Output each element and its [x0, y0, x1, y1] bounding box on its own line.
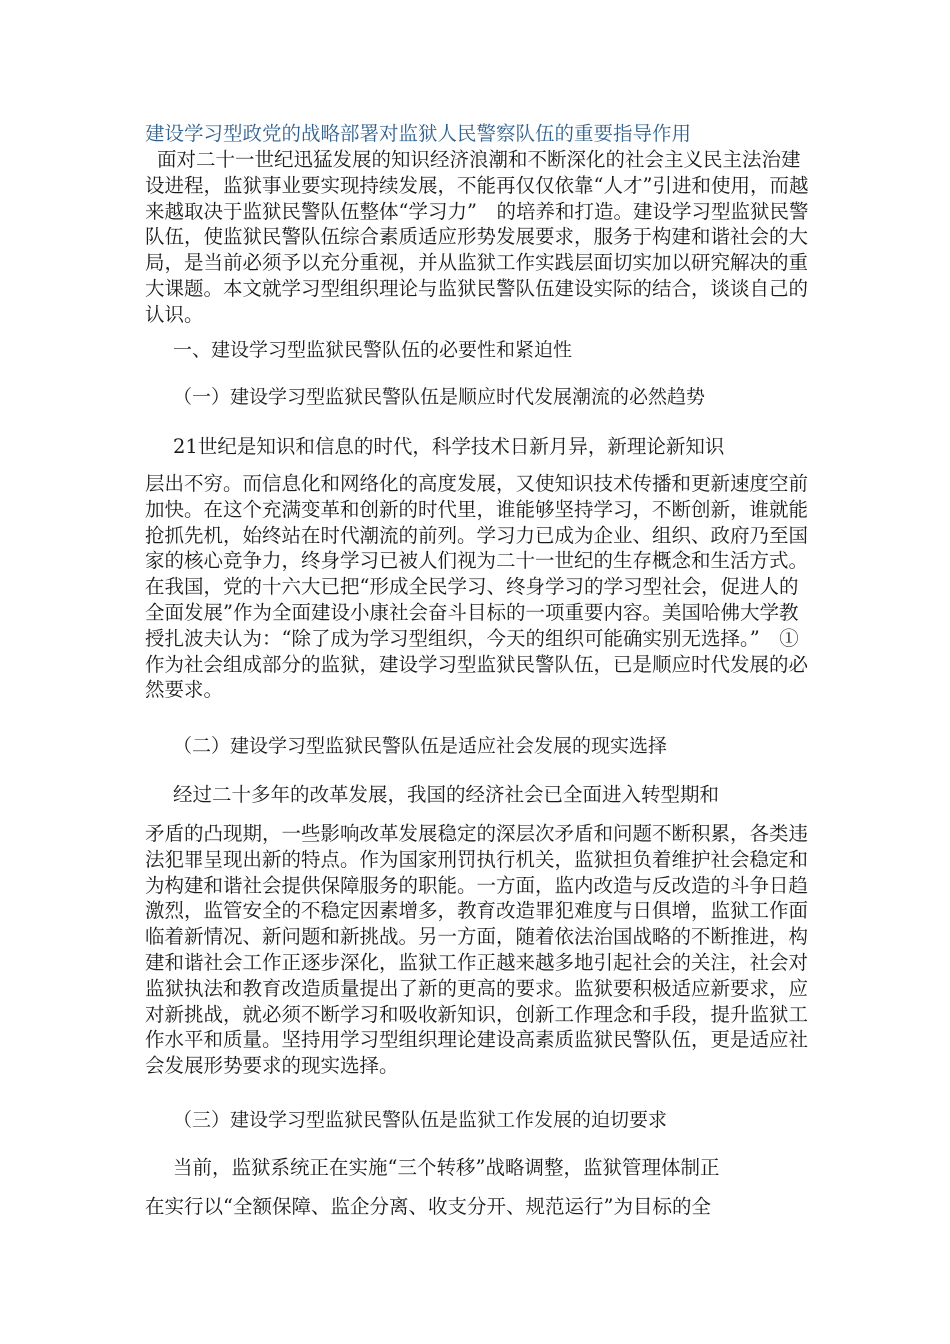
subsection-heading-1-text: （一）建设学习型监狱民警队伍是顺应时代发展潮流的必然趋势 [173, 386, 706, 408]
subsection-2-first-line-text: 经过二十多年的改革发展，我国的经济社会已全面进入转型期和 [173, 783, 720, 806]
subsection-2-first-line [145, 782, 809, 808]
subsection-3-first-line-text: 当前，监狱系统正在实施“三个转移”战略调整，监狱管理体制正 [173, 1156, 720, 1179]
subsection-2-paragraph [145, 821, 809, 1079]
subsection-heading-1 [145, 384, 809, 410]
subsection-1-paragraph [145, 471, 809, 703]
subsection-heading-2-text: （二）建设学习型监狱民警队伍是适应社会发展的现实选择 [173, 735, 668, 757]
intro-paragraph [145, 147, 809, 328]
subsection-1-paragraph-text: 层出不穷。而信息化和网络化的高度发展，又使知识技术传播和更新速度空前加快。在这个充满变革和创新的时代里，谁能够坚持学习，不断创新，谁就能抢抓先机，始终站在时代潮流的前列。学习力已成为企业、组织、政府乃至国家的核心竞争力，终身学习已被人们视为二十一世纪的生存概念和生活方式。在我国，党的十六大已把“形成全民学习、终身学习的学习型社会，促进人的全面发展”作为全面建设小康社会奋斗目标的一项重要内容。美国哈佛大学教授扎波夫认为：“除了成为学习型组织，今天的组织可能确实别无选择。” ①作为社会组成部分的监狱，建设学习型监狱民警队伍，已是顺应时代发展的必然要求。 [145, 472, 809, 702]
section-heading-1-text: 一、建设学习型监狱民警队伍的必要性和紧迫性 [173, 339, 573, 361]
document-title: 建设学习型政党的战略部署对监狱人民警察队伍的重要指导作用 [145, 122, 692, 145]
subsection-heading-3 [145, 1107, 809, 1133]
section-heading-1 [145, 337, 809, 363]
subsection-1-first-line-text: 21世纪是知识和信息的时代，科学技术日新月异，新理论新知识 [173, 435, 725, 458]
subsection-3-paragraph [145, 1194, 809, 1220]
subsection-3-paragraph-text: 在实行以“全额保障、监企分离、收支分开、规范运行”为目标的全 [145, 1195, 711, 1218]
intro-text: 面对二十一世纪迅猛发展的知识经济浪潮和不断深化的社会主义民主法治建设进程，监狱事业要实现持续发展，不能再仅仅依靠“人才”引进和使用，而越来越取决于监狱民警队伍整体“学习力” 的培养和打造。建设学习型监狱民警队伍，使监狱民警队伍综合素质适应形势发展要求，服务于构建和谐社会的大局，是当前必须予以充分重视，并从监狱工作实践层面切实加以研究解决的重大课题。本文就学习型组织理论与监狱民警队伍建设实际的结合，谈谈自己的认识。 [145, 148, 809, 326]
subsection-1-first-line [145, 434, 809, 460]
subsection-heading-2 [145, 733, 809, 759]
subsection-2-paragraph-text: 矛盾的凸现期，一些影响改革发展稳定的深层次矛盾和问题不断积累，各类违法犯罪呈现出新的特点。作为国家刑罚执行机关，监狱担负着维护社会稳定和为构建和谐社会提供保障服务的职能。一方面，监内改造与反改造的斗争日趋激烈，监管安全的不稳定因素增多，教育改造罪犯难度与日俱增，监狱工作面临着新情况、新问题和新挑战。另一方面，随着依法治国战略的不断推进，构建和谐社会工作正逐步深化，监狱工作正越来越多地引起社会的关注，社会对监狱执法和教育改造质量提出了新的更高的要求。监狱要积极适应新要求，应对新挑战，就必须不断学习和吸收新知识，创新工作理念和手段，提升监狱工作水平和质量。坚持用学习型组织理论建设高素质监狱民警队伍，更是适应社会发展形势要求的现实选择。 [145, 822, 809, 1078]
subsection-heading-3-text: （三）建设学习型监狱民警队伍是监狱工作发展的迫切要求 [173, 1109, 668, 1131]
subsection-3-first-line [145, 1155, 809, 1181]
